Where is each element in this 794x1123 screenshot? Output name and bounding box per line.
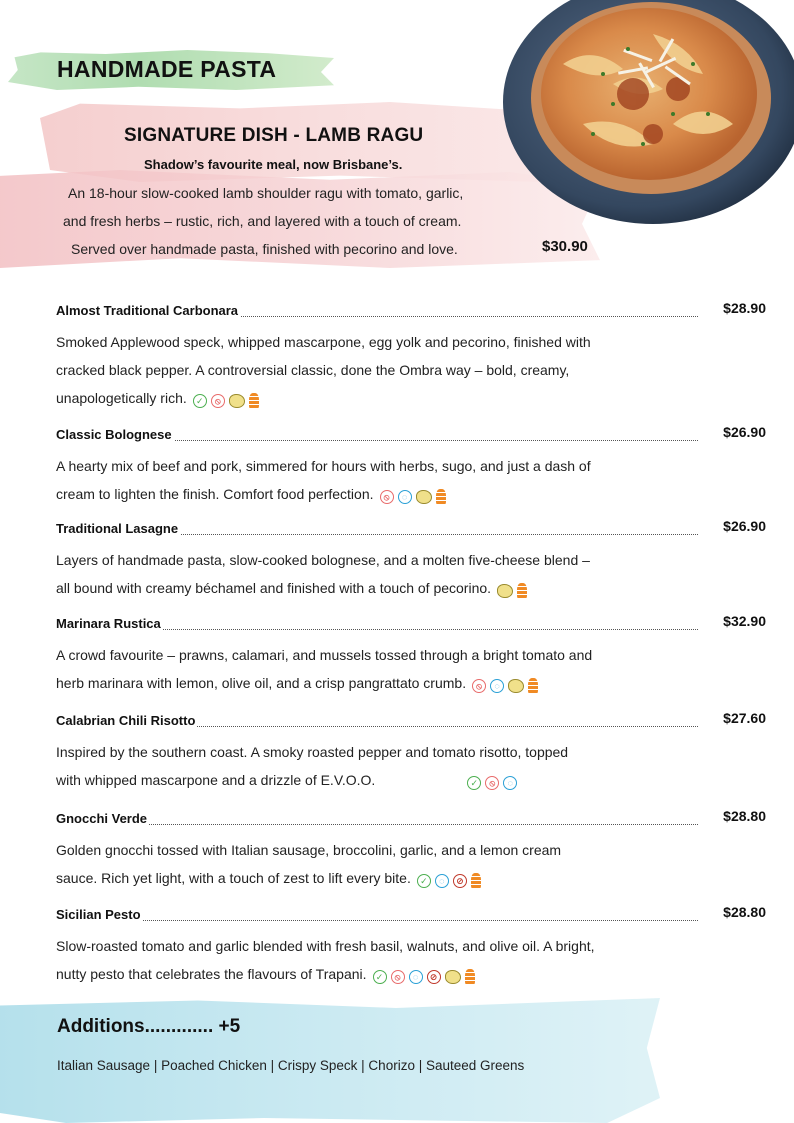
dietary-icons [378, 481, 448, 509]
menu-item-price: $28.80 [723, 808, 766, 824]
menu-item-description [56, 328, 706, 413]
dairy-free-icon: ◌ [398, 490, 412, 504]
nut-icon [229, 394, 245, 408]
signature-title: SIGNATURE DISH - LAMB RAGU [124, 125, 424, 146]
menu-item-name: Gnocchi Verde [56, 811, 148, 826]
menu-item-header [56, 615, 766, 635]
wheat-icon [471, 873, 481, 889]
description-line: sauce. Rich yet light, with a touch of zest to lift every bite. [56, 870, 411, 886]
additions-list: Italian Sausage | Poached Chicken | Crispy Speck | Chorizo | Sauteed Greens [57, 1058, 525, 1073]
menu-item [56, 520, 766, 603]
description-line: cream to lighten the finish. Comfort food perfection. [56, 486, 374, 502]
menu-item-name: Classic Bolognese [56, 427, 172, 442]
dietary-icons [495, 575, 529, 603]
wheat-icon [517, 583, 527, 599]
menu-item-description [56, 452, 706, 509]
menu-item [56, 810, 766, 893]
menu-item-description [56, 641, 706, 698]
description-line: A hearty mix of beef and pork, simmered for hours with herbs, sugo, and just a dash of [56, 458, 591, 474]
description-line: all bound with creamy béchamel and finished with a touch of pecorino. [56, 580, 492, 596]
description-line: herb marinara with lemon, olive oil, and a crisp pangrattato crumb. [56, 675, 467, 691]
vegetarian-icon: ✓ [373, 970, 387, 984]
menu-item-name: Traditional Lasagne [56, 521, 179, 536]
dairy-free-icon: ◌ [409, 970, 423, 984]
menu-item-name: Calabrian Chili Risotto [56, 713, 196, 728]
nut-icon [508, 679, 524, 693]
dietary-icons [470, 670, 540, 698]
menu-item-price: $32.90 [723, 613, 766, 629]
menu-item-header [56, 426, 766, 446]
menu-item [56, 426, 766, 509]
menu-item-header [56, 810, 766, 830]
dietary-icons [371, 961, 477, 989]
dietary-icons [465, 767, 519, 795]
description-line: unapologetically rich. [56, 390, 187, 406]
gluten-free-icon: ⦸ [380, 490, 394, 504]
signature-price: $30.90 [542, 238, 588, 255]
nut-icon [497, 584, 513, 598]
gluten-free-icon: ⦸ [391, 970, 405, 984]
lamb-ragu-dish-image [503, 0, 794, 224]
wheat-icon [249, 393, 259, 409]
signature-desc-line: Served over handmade pasta, finished with pecorino and love. [71, 241, 458, 257]
menu-item [56, 906, 766, 989]
nut-icon [416, 490, 432, 504]
menu-item [56, 712, 766, 795]
description-line: Inspired by the southern coast. A smoky roasted pepper and tomato risotto, topped [56, 744, 569, 760]
wheat-icon [436, 489, 446, 505]
vegetarian-icon: ✓ [467, 776, 481, 790]
menu-item-price: $28.90 [723, 300, 766, 316]
menu-item-header [56, 712, 766, 732]
menu-item-name: Almost Traditional Carbonara [56, 303, 239, 318]
dot-leader [56, 824, 698, 825]
nut-icon [445, 970, 461, 984]
signature-desc-line: and fresh herbs – rustic, rich, and layered with a touch of cream. [63, 213, 462, 229]
menu-item-description [56, 836, 706, 893]
wheat-icon [465, 969, 475, 985]
additions-title: Additions............. +5 [57, 1016, 241, 1037]
description-line: Slow-roasted tomato and garlic blended with fresh basil, walnuts, and olive oil. A bright, [56, 938, 595, 954]
dairy-free-icon: ◌ [490, 679, 504, 693]
menu-item-description [56, 546, 706, 603]
gluten-free-icon: ⦸ [485, 776, 499, 790]
menu-item-name: Marinara Rustica [56, 616, 161, 631]
wheat-icon [528, 678, 538, 694]
description-line: Golden gnocchi tossed with Italian sausage, broccolini, garlic, and a lemon cream [56, 842, 562, 858]
dietary-icons [415, 865, 483, 893]
description-line: Smoked Applewood speck, whipped mascarpone, egg yolk and pecorino, finished with [56, 334, 591, 350]
menu-item-price: $26.90 [723, 518, 766, 534]
menu-item-description [56, 738, 706, 795]
signature-desc-line: An 18-hour slow-cooked lamb shoulder ragu with tomato, garlic, [68, 185, 464, 201]
gluten-free-icon: ⦸ [211, 394, 225, 408]
dairy-free-icon: ◌ [503, 776, 517, 790]
page-title: HANDMADE PASTA [57, 56, 277, 82]
description-line: cracked black pepper. A controversial classic, done the Ombra way – bold, creamy, [56, 362, 570, 378]
menu-item-header [56, 520, 766, 540]
gluten-free-icon: ⦸ [472, 679, 486, 693]
description-line: with whipped mascarpone and a drizzle of E.V.O.O. [56, 772, 376, 788]
dot-leader [56, 920, 698, 921]
dairy-free-icon: ◌ [435, 874, 449, 888]
menu-item-price: $26.90 [723, 424, 766, 440]
egg-icon: ⊘ [427, 970, 441, 984]
menu-item [56, 615, 766, 698]
dietary-icons [191, 385, 261, 413]
description-line: nutty pesto that celebrates the flavours of Trapani. [56, 966, 367, 982]
vegetarian-icon: ✓ [193, 394, 207, 408]
menu-item-header [56, 302, 766, 322]
menu-item [56, 302, 766, 413]
menu-item-header [56, 906, 766, 926]
menu-item-description [56, 932, 706, 989]
description-line: Layers of handmade pasta, slow-cooked bolognese, and a molten five-cheese blend – [56, 552, 590, 568]
signature-subtitle: Shadow’s favourite meal, now Brisbane’s. [144, 157, 403, 172]
description-line: A crowd favourite – prawns, calamari, and mussels tossed through a bright tomato and [56, 647, 593, 663]
egg-icon: ⊘ [453, 874, 467, 888]
menu-item-price: $28.80 [723, 904, 766, 920]
menu-item-price: $27.60 [723, 710, 766, 726]
vegetarian-icon: ✓ [417, 874, 431, 888]
menu-item-name: Sicilian Pesto [56, 907, 141, 922]
